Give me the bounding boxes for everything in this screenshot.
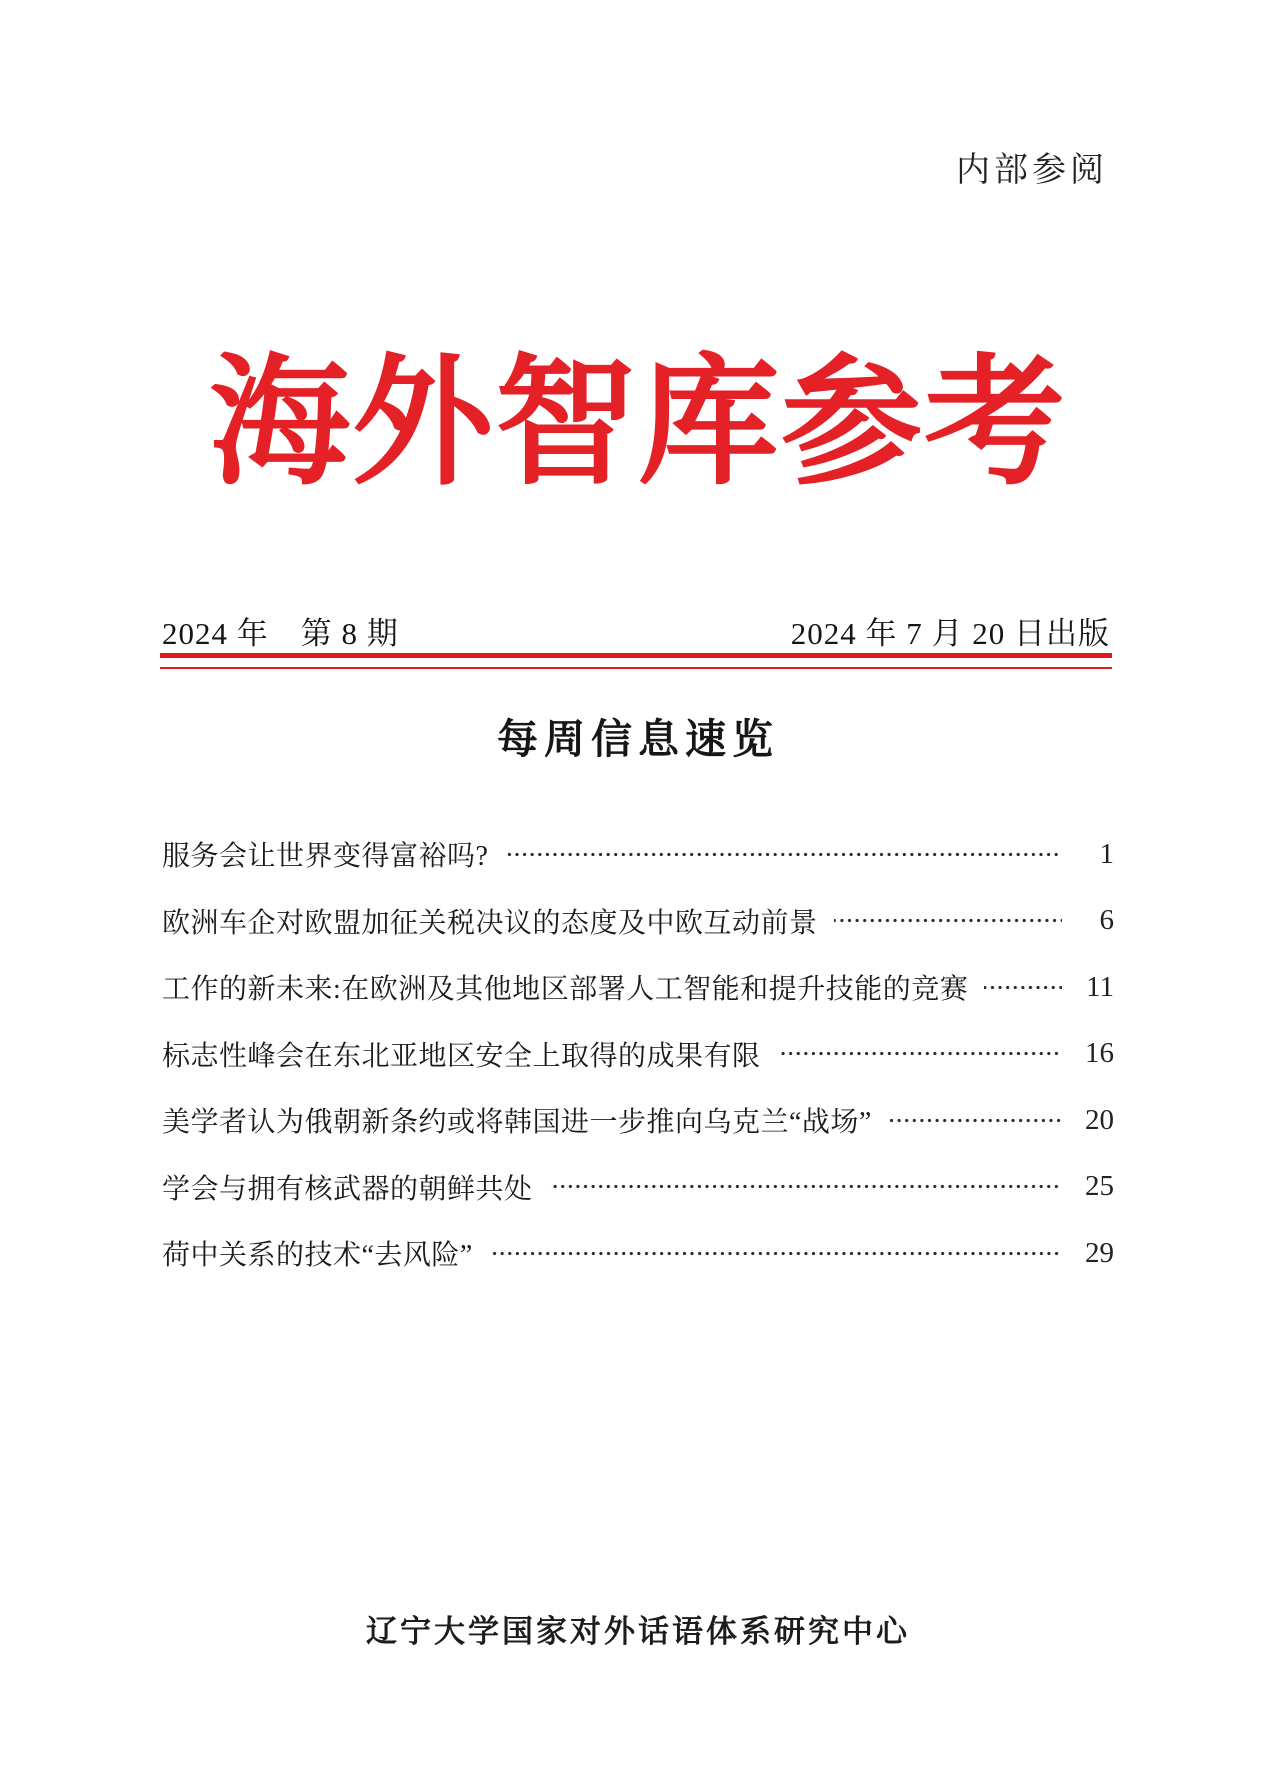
toc-item-title[interactable]: 学会与拥有核武器的朝鲜共处: [162, 1173, 533, 1205]
toc-item-title[interactable]: 欧洲车企对欧盟加征关税决议的态度及中欧互动前景: [162, 907, 818, 939]
toc-dot-leader: [777, 1051, 1062, 1056]
toc-item-title[interactable]: 工作的新未来:在欧洲及其他地区部署人工智能和提升技能的竞赛: [162, 974, 969, 1006]
toc-dot-leader: [504, 852, 1062, 857]
toc-item-title[interactable]: 标志性峰会在东北亚地区安全上取得的成果有限: [162, 1040, 761, 1072]
toc-dot-leader: [834, 918, 1062, 923]
toc-item-page[interactable]: 1: [1099, 837, 1114, 870]
toc-dot-leader: [984, 985, 1062, 990]
section-title: 每周信息速览: [497, 716, 779, 762]
toc-item-page[interactable]: 6: [1099, 904, 1114, 937]
publisher-name: 辽宁大学国家对外话语体系研究中心: [366, 1614, 910, 1649]
toc-dot-leader: [549, 1184, 1062, 1189]
toc-item-title[interactable]: 荷中关系的技术“去风险”: [162, 1240, 473, 1272]
internal-reference-note: 内部参阅: [956, 152, 1108, 189]
toc-item[interactable]: [162, 954, 1114, 1021]
toc-item[interactable]: [162, 1154, 1114, 1221]
publication-title: 海外智库参考: [208, 346, 1067, 502]
toc-item[interactable]: [162, 1021, 1114, 1088]
toc-item-title[interactable]: 美学者认为俄朝新条约或将韩国进一步推向乌克兰“战场”: [162, 1107, 872, 1139]
toc-dot-leader: [489, 1251, 1062, 1256]
toc-item[interactable]: [162, 1087, 1114, 1154]
toc-item[interactable]: [162, 1220, 1114, 1287]
header-rule-thin: [160, 667, 1112, 669]
toc-dot-leader: [888, 1118, 1062, 1123]
toc-item-page[interactable]: 11: [1086, 970, 1114, 1003]
toc-item-title[interactable]: 服务会让世界变得富裕吗?: [162, 841, 489, 873]
issue-number: 2024 年 第 8 期: [162, 616, 399, 651]
issue-info-row: [162, 608, 1110, 653]
toc-item[interactable]: [162, 821, 1114, 888]
toc-item-page[interactable]: 16: [1085, 1037, 1114, 1070]
toc-item[interactable]: [162, 888, 1114, 955]
publish-date: 2024 年 7 月 20 日出版: [790, 616, 1110, 651]
toc-item-page[interactable]: 20: [1085, 1103, 1114, 1136]
toc-item-page[interactable]: 25: [1085, 1170, 1114, 1203]
toc-list: [162, 821, 1114, 1287]
header-rule-thick: [160, 653, 1112, 658]
toc-item-page[interactable]: 29: [1085, 1236, 1114, 1269]
